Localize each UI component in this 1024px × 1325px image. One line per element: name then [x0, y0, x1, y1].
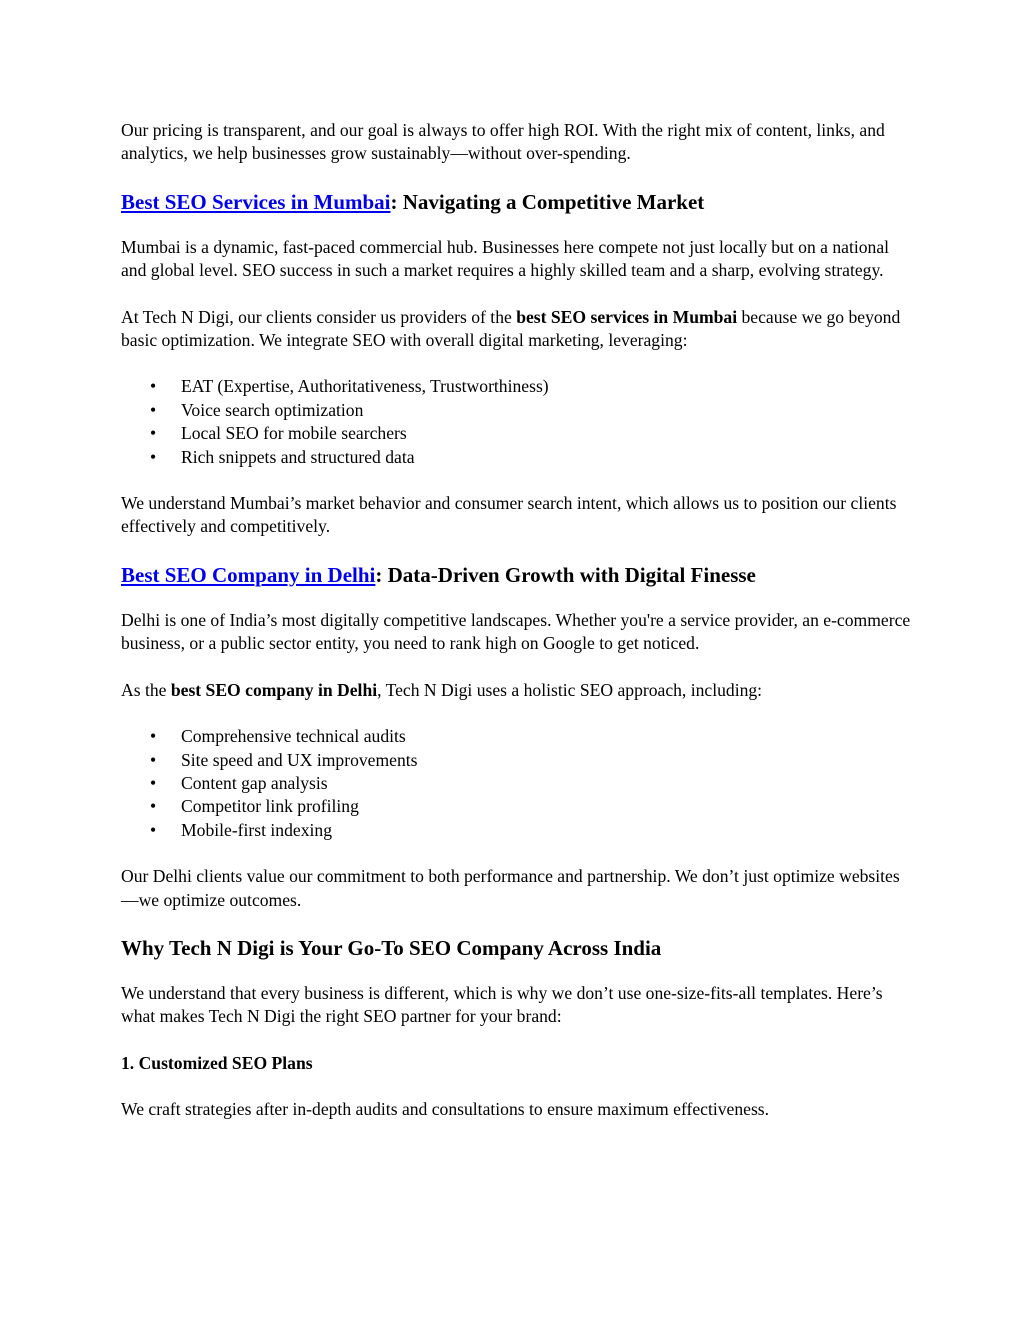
- delhi-bullet-list: [121, 725, 911, 842]
- mumbai-paragraph-2-end: because we go beyond basic optimization. We integrate SEO with overall digital marketing, leveraging:: [121, 306, 901, 351]
- mumbai-paragraph-1: Mumbai is a dynamic, fast-paced commercial hub. Businesses here compete not just locally but on a national and global level. SEO success in such a market requires a highly skilled team and a sharp, evolving strategy.: [121, 236, 890, 281]
- list-item: • Comprehensive technical audits: [121, 725, 911, 748]
- delhi-paragraph-2-start: As the: [121, 679, 171, 700]
- intro-paragraph: Our pricing is transparent, and our goal is always to offer high ROI. With the right mix of content, links, and analytics, we help businesses grow sustainably—without over-spending.: [121, 120, 885, 164]
- delhi-heading-rest: : Data-Driven Growth with Digital Finesse: [375, 562, 756, 587]
- why-paragraph-1: We understand that every business is different, which is why we don’t use one-size-fits-all templates. Here’s what makes Tech N Digi the right SEO partner for your brand:: [121, 982, 883, 1027]
- delhi-heading: [121, 562, 911, 589]
- delhi-paragraph-2: [121, 679, 911, 702]
- list-item: • Site speed and UX improvements: [121, 749, 911, 772]
- list-item: • EAT (Expertise, Authoritativeness, Trustworthiness): [121, 375, 911, 398]
- mumbai-paragraph-2: [121, 306, 911, 353]
- list-item: • Rich snippets and structured data: [121, 446, 911, 469]
- list-item: • Voice search optimization: [121, 399, 911, 422]
- mumbai-heading-link[interactable]: Best SEO Services in Mumbai: [121, 189, 391, 214]
- mumbai-heading-rest: : Navigating a Competitive Market: [390, 189, 705, 214]
- why-heading: Why Tech N Digi is Your Go-To SEO Company Across India: [121, 935, 662, 960]
- delhi-heading-link[interactable]: Best SEO Company in Delhi: [121, 562, 376, 587]
- list-item: • Content gap analysis: [121, 772, 911, 795]
- delhi-paragraph-1: Delhi is one of India’s most digitally competitive landscapes. Whether you're a service provider, an e-commerce business, or a public sector entity, you need to rank high on Google to get noticed.: [121, 609, 911, 654]
- mumbai-heading: [121, 189, 911, 216]
- list-item: • Local SEO for mobile searchers: [121, 422, 911, 445]
- delhi-paragraph-2-end: , Tech N Digi uses a holistic SEO approach, including:: [377, 679, 763, 700]
- list-item: • Competitor link profiling: [121, 795, 911, 818]
- mumbai-paragraph-2-start: At Tech N Digi, our clients consider us providers of the: [121, 306, 517, 327]
- document-page: [121, 119, 911, 1122]
- mumbai-bullet-list: [121, 375, 911, 469]
- mumbai-paragraph-3: We understand Mumbai’s market behavior and consumer search intent, which allows us to position our clients effectively and competitively.: [121, 493, 897, 537]
- why-subheading: 1. Customized SEO Plans: [121, 1052, 313, 1073]
- delhi-paragraph-3: Our Delhi clients value our commitment to both performance and partnership. We don’t just optimize websites—we optimize outcomes.: [121, 866, 900, 910]
- list-item: • Mobile-first indexing: [121, 819, 911, 842]
- mumbai-paragraph-2-bold: best SEO services in Mumbai: [516, 306, 738, 327]
- delhi-paragraph-2-bold: best SEO company in Delhi: [170, 679, 378, 700]
- why-paragraph-2: We craft strategies after in-depth audits and consultations to ensure maximum effectiveness.: [121, 1099, 770, 1120]
